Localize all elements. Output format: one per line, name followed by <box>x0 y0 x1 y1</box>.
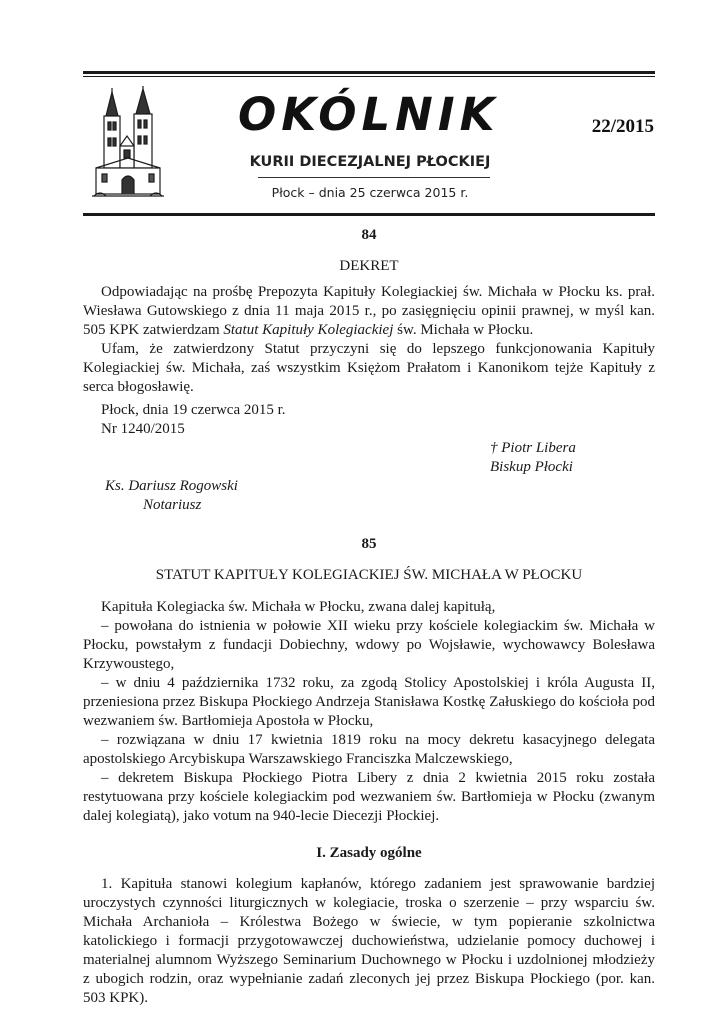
decree-title: DEKRET <box>339 258 399 274</box>
masthead-top-rule <box>83 71 655 74</box>
statute-number: 85 <box>361 536 377 552</box>
statute-intro: Kapituła Kolegiacka św. Michała w Płocku, zwana dalej kapitułą, <box>101 599 496 615</box>
masthead-subtitle: KURII DIECEZJALNEJ PŁOCKIEJ <box>249 154 491 170</box>
decree-p1-italic: Statut Kapituły Kolegiackiej <box>223 322 394 338</box>
decree-paragraph-1 <box>83 283 655 340</box>
church-icon <box>92 86 164 200</box>
section-title: I. Zasady ogólne <box>316 845 422 861</box>
decree-p1-end: św. Michała w Płocku. <box>393 322 534 338</box>
section-paragraph-1: 1. Kapituła stanowi kolegium kapłanów, którego zadaniem jest sprawowanie bardziej uroczystych czynności liturgicznych w kolegiacie, troska o szerzenie – przy wsparciu św. Michała Archanioła – Królestwa Bożego w świecie, w tym popieranie szkolnictwa katolickiego i formacji przygotowawczej duchowieństwa, udzielanie pomocy duchowej i materialnej alumnom Wyższego Seminarium Duchownego w Płocku i uzdolnionej młodzieży z ubogich rodzin, oraz wypełnianie zadań zleconych jej przez Biskupa Płockiego (por. kan. 503 KPK). <box>83 876 655 1006</box>
issue-number: 22/2015 <box>591 116 654 137</box>
statute-title: STATUT KAPITUŁY KOLEGIACKIEJ ŚW. MICHAŁA W PŁOCKU <box>155 567 583 583</box>
bishop-name: † Piotr Libera <box>490 440 576 456</box>
masthead-divider <box>258 177 490 178</box>
bishop-title: Biskup Płocki <box>490 459 573 475</box>
statute-item: – dekretem Biskupa Płockiego Piotra Libery z dnia 2 kwietnia 2015 roku została restytuowana przy kościele kolegiackim pod wezwaniem św. Bartłomieja w Płocku (zwanym dalej kolegiatą), jako votum na 940-lecie Diecezji Płockiej. <box>83 770 655 824</box>
statute-item: – w dniu 4 października 1732 roku, za zgodą Stolicy Apostolskiej i króla Augusta II, przeniesiona przez Biskupa Płockiego Andrzeja Stanisława Kostkę Załuskiego do kościoła pod wezwaniem św. Bartłomieja Apostoła w Płocku, <box>83 675 655 729</box>
decree-ref-number: Nr 1240/2015 <box>101 421 185 437</box>
masthead-bottom-rule <box>83 213 655 216</box>
decree-p1-text: Odpowiadając na prośbę Prepozyta Kapituły Kolegiackiej św. Michała w Płocku ks. prał. Wiesława Gutowskiego z dnia 11 maja 2015 r., po zasięgnięciu opinii prawnej, w myśl kan. 505 KPK zatwierdzam <box>83 284 655 338</box>
notary-title: Notariusz <box>143 497 202 513</box>
masthead-title: OKÓLNIK <box>238 88 500 141</box>
decree-number: 84 <box>361 227 377 243</box>
statute-item: – rozwiązana w dniu 17 kwietnia 1819 roku na mocy dekretu kasacyjnego delegata apostolskiego Arcybiskupa Warszawskiego Franciszka Malczewskiego, <box>83 732 655 767</box>
decree-paragraph-2: Ufam, że zatwierdzony Statut przyczyni się do lepszego funkcjonowania Kapituły Kolegiackiej św. Michała, zaś wszystkim Księżom Prałatom i Kanonikom tejże Kapituły z serca błogosławię. <box>83 341 655 395</box>
notary-name: Ks. Dariusz Rogowski <box>105 478 238 494</box>
masthead-date: Płock – dnia 25 czerwca 2015 r. <box>271 185 469 200</box>
masthead-top-rule-thin <box>83 76 655 77</box>
document-body <box>83 226 655 1008</box>
statute-item: – powołana do istnienia w połowie XII wieku przy kościele kolegiackim św. Michała w Płocku, powstałym z fundacji Dobiechny, wdowy po Wojsławie, wychowawcy Bolesława Krzywoustego, <box>83 618 655 672</box>
decree-place-date: Płock, dnia 19 czerwca 2015 r. <box>101 402 286 418</box>
